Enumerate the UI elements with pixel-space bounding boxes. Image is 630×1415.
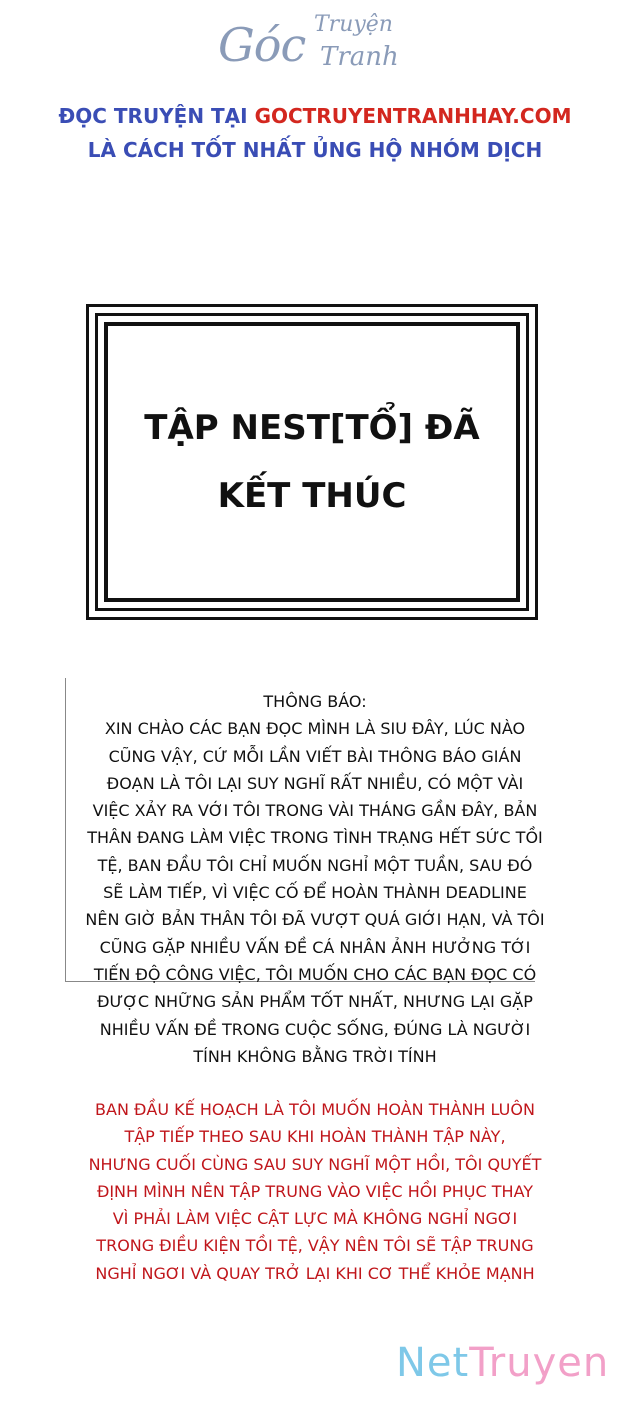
red-note-block [40,1096,590,1287]
red-note-line: TRONG ĐIỀU KIỆN TỒI TỆ, VẬY NÊN TÔI SẼ TẬP TRUNG [96,1236,534,1256]
notice-line: CŨNG GẶP NHIỀU VẤN ĐỀ CÁ NHÂN ẢNH HƯỞNG TỚI [99,937,531,957]
notice-line: ĐƯỢC NHỮNG SẢN PHẨM TỐT NHẤT, NHƯNG LẠI GẶP [97,992,533,1012]
end-card-line-2: KẾT THÚC [217,476,407,516]
end-card-frame [86,304,538,620]
notice-line: NHIỀU VẤN ĐỀ TRONG CUỘC SỐNG, ĐÚNG LÀ NGƯỜI [99,1019,531,1039]
red-note-line: TẬP TIẾP THEO SAU KHI HOÀN THÀNH TẬP NÀY, [124,1127,506,1147]
logo-tranh-text: Tranh [320,42,399,72]
notice-title: THÔNG BÁO: [263,692,367,711]
notice-line: VIỆC XẢY RA VỚI TÔI TRONG VÀI THÁNG GẦN ĐÂY, BẢN [92,801,538,821]
red-note-line: VÌ PHẢI LÀM VIỆC CẬT LỰC MÀ KHÔNG NGHỈ NGƠI [112,1209,518,1229]
watermark-part-1: Net [396,1340,470,1386]
promo-line-1 [0,104,630,128]
notice-line: NÊN GIỜ BẢN THÂN TÔI ĐÃ VƯỢT QUÁ GIỚI HẠN, VÀ TÔI [85,910,545,930]
notice-line: TỆ, BAN ĐẦU TÔI CHỈ MUỐN NGHỈ MỘT TUẦN, SAU ĐÓ [97,855,533,875]
red-note-line: NGHỈ NGƠI VÀ QUAY TRỞ LẠI KHI CƠ THỂ KHỎE MẠNH [95,1263,535,1283]
watermark-part-2: Truyen [469,1340,610,1386]
notice-line: ĐOẠN LÀ TÔI LẠI SUY NGHĨ RẤT NHIỀU, CÓ MỘT VÀI [106,773,524,793]
notice-line: XIN CHÀO CÁC BẠN ĐỌC MÌNH LÀ SIU ĐÂY, LÚC NÀO [104,719,526,739]
end-card-frame-inner [104,322,520,602]
goc-truyen-tranh-logo [218,10,418,80]
notice-line: TIẾN ĐỘ CÔNG VIỆC, TÔI MUỐN CHO CÁC BẠN ĐỌC CÓ [93,964,537,984]
end-card-line-1: TẬP NEST[TỔ] ĐÃ [144,408,480,448]
notice-line: SẼ LÀM TIẾP, VÌ VIỆC CỐ ĐỂ HOÀN THÀNH DEADLINE [103,883,527,903]
promo-line-2: LÀ CÁCH TỐT NHẤT ỦNG HỘ NHÓM DỊCH [87,138,543,162]
red-note-line: NHƯNG CUỐI CÙNG SAU SUY NGHĨ MỘT HỒI, TÔI QUYẾT [88,1154,542,1174]
notice-line: CŨNG VẬY, CỨ MỖI LẦN VIẾT BÀI THÔNG BÁO GIÁN [108,746,522,766]
logo-truyen-text: Truyện [314,12,393,37]
promo-site-link[interactable]: GOCTRUYENTRANHHAY.COM [254,104,572,128]
end-card-frame-mid [95,313,529,611]
notice-line: TÍNH KHÔNG BẰNG TRỜI TÍNH [193,1046,437,1066]
red-note-line: ĐỊNH MÌNH NÊN TẬP TRUNG VÀO VIỆC HỒI PHỤC THAY [96,1181,534,1201]
logo-goc-text: Góc [218,18,306,72]
notice-line: THÂN ĐANG LÀM VIỆC TRONG TÌNH TRẠNG HẾT SỨC TỒI [87,828,543,848]
notice-block [60,688,570,1070]
nettruyen-watermark [396,1340,609,1386]
promo-prefix: ĐỌC TRUYỆN TẠI [58,104,255,128]
red-note-line: BAN ĐẦU KẾ HOẠCH LÀ TÔI MUỐN HOÀN THÀNH LUÔN [95,1100,535,1119]
